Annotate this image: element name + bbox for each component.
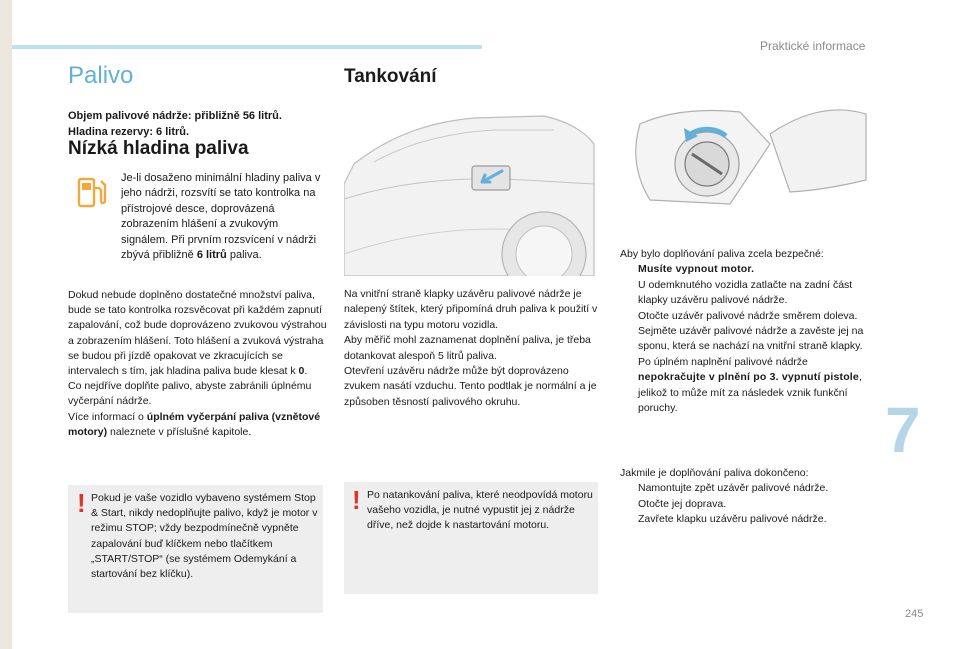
warning-icon: ! [77, 488, 86, 518]
section-title-low-fuel: Nízká hladina paliva [68, 138, 249, 159]
car-rear-illustration [344, 104, 598, 276]
steps-intro: Aby bylo doplňování paliva zcela bezpečné: [620, 248, 824, 260]
step-fill-post: , jelikož to může mít za následek vznik funkční poruchy. [638, 371, 862, 415]
step-turn-right: Otočte jej doprava. [638, 497, 727, 510]
low-fuel-liters: 6 litrů [196, 249, 227, 262]
label-note: Na vnitřní straně klapky uzávěru palivové nádrže je nalepený štítek, který připomíná druh paliva k použití v závislosti na typu motoru vozidla. [344, 288, 598, 331]
more-info-pre: Více informací o [68, 410, 147, 423]
step-item [620, 512, 870, 527]
body-refuel-advice: Co nejdříve doplňte palivo, abyste zabránili úplnému vyčerpání nádrže. [68, 380, 312, 408]
body-paragraph: Dokud nebude doplněno dostatečné množství paliva, bude se tato kontrolka rozsvěcovat při každém zapnutí zapalování, což bude doprovázeno zvukovou výstrahou a zobrazením hlášení. Toto hlášení a zvuková výstraha se budou při jízdě opakovat ve zkracujících se intervalech s tím, jak hladina paliva bude klesat k 0. [68, 289, 327, 378]
low-fuel-body [68, 288, 330, 440]
body-zero: 0 [298, 365, 305, 378]
fuel-spec [68, 108, 282, 140]
more-info-link: úplném vyčerpání paliva (vznětové motory) [68, 410, 321, 438]
section-title-palivo: Palivo [68, 62, 134, 89]
finish-intro: Jakmile je doplňování paliva dokončeno: [620, 467, 809, 479]
body-more-info [68, 410, 330, 440]
vacuum-note: Otevření uzávěru nádrže může být doprovázeno zvukem nasátí vzduchu. Tento podtlak je normální a je způsoben těsností palivového okruhu. [344, 365, 597, 408]
low-fuel-text: Je-li dosaženo minimální hladiny paliva v jeho nádrži, rozsvítí se tato kontrolka na přístrojové desce, doprovázená zobrazením hlášení a zvukovým signálem. Při prvním rozsvícení v nádrži zbývá přibližně [121, 172, 321, 262]
header-bar [12, 45, 482, 49]
tank-capacity: Objem palivové nádrže: přibližně 56 litrů. [68, 110, 282, 122]
running-head: Praktické informace [760, 39, 866, 53]
step-item [620, 278, 870, 309]
body-text-main: Dokud nebude doplněno dostatečné množství paliva, bude se tato kontrolka rozsvěcovat při každém zapnutí zapalování, což bude doprovázeno zvukovou výstrahou a zobrazením hlášení. Toto hlášení a zvuková výstraha se budou při jízdě opakovat ve zkracujících se intervalech s tím, jak hladina paliva bude klesat k [68, 289, 327, 378]
chapter-number: 7 [885, 394, 921, 466]
step-item [620, 481, 870, 496]
step-stop-engine: Musíte vypnout motor. [638, 263, 755, 276]
step-fill-pre: Po úplném naplnění palivové nádrže [638, 355, 808, 368]
step-remove-cap: Sejměte uzávěr palivové nádrže a zavěste jej na sponu, která se nachází na vnitřní straně klapky. [638, 325, 864, 353]
warning-icon: ! [352, 485, 361, 515]
refuel-steps [620, 247, 870, 416]
step-push-flap: U odemknutého vozidla zatlačte na zadní část klapky uzávěru palivové nádrže. [638, 278, 853, 307]
step-item [620, 309, 870, 324]
fuel-pump-icon [77, 176, 107, 208]
step-item [620, 324, 870, 355]
warning-text-wrong-fuel: Po natankování paliva, které neodpovídá motoru vašeho vozidla, je nutné vypustit jej z nádrže dříve, než dojde k nastartování motoru. [367, 489, 593, 532]
finish-steps [620, 466, 870, 528]
step-turn-cap: Otočte uzávěr palivové nádrže směrem doleva. [638, 309, 858, 322]
min-refuel-note: Aby měřič mohl zaznamenat doplnění paliva, je třeba dotankovat alespoň 5 litrů paliva. [344, 334, 591, 362]
page-number: 245 [905, 608, 924, 620]
step-item [620, 355, 870, 417]
section-title-tankovani: Tankování [344, 66, 437, 87]
low-fuel-description [121, 171, 321, 263]
warning-text-stop-start: Pokud je vaše vozidlo vybaveno systémem Stop & Start, nikdy nedoplňujte palivo, když je motor v režimu STOP; vždy bezpodmínečně vypněte zapalování buď klíčkem nebo tlačítkem „START/STOP“ (se systémem Odemykání a startování bez klíčku). [91, 492, 318, 581]
more-info-post: naleznete v příslušné kapitole. [107, 425, 252, 438]
step-refit-cap: Namontujte zpět uzávěr palivové nádrže. [638, 482, 829, 495]
step-item [620, 262, 870, 277]
page-edge-strip [0, 0, 12, 649]
step-close-flap: Zavřete klapku uzávěru palivové nádrže. [638, 513, 827, 526]
tankovani-text [344, 287, 604, 410]
fuel-cap-illustration [620, 104, 868, 214]
low-fuel-text-end: paliva. [226, 249, 262, 262]
reserve-level: Hladina rezervy: 6 litrů. [68, 126, 190, 138]
step-fill-warning: nepokračujte v plnění po 3. vypnutí pistole [638, 371, 859, 384]
step-item [620, 497, 870, 512]
